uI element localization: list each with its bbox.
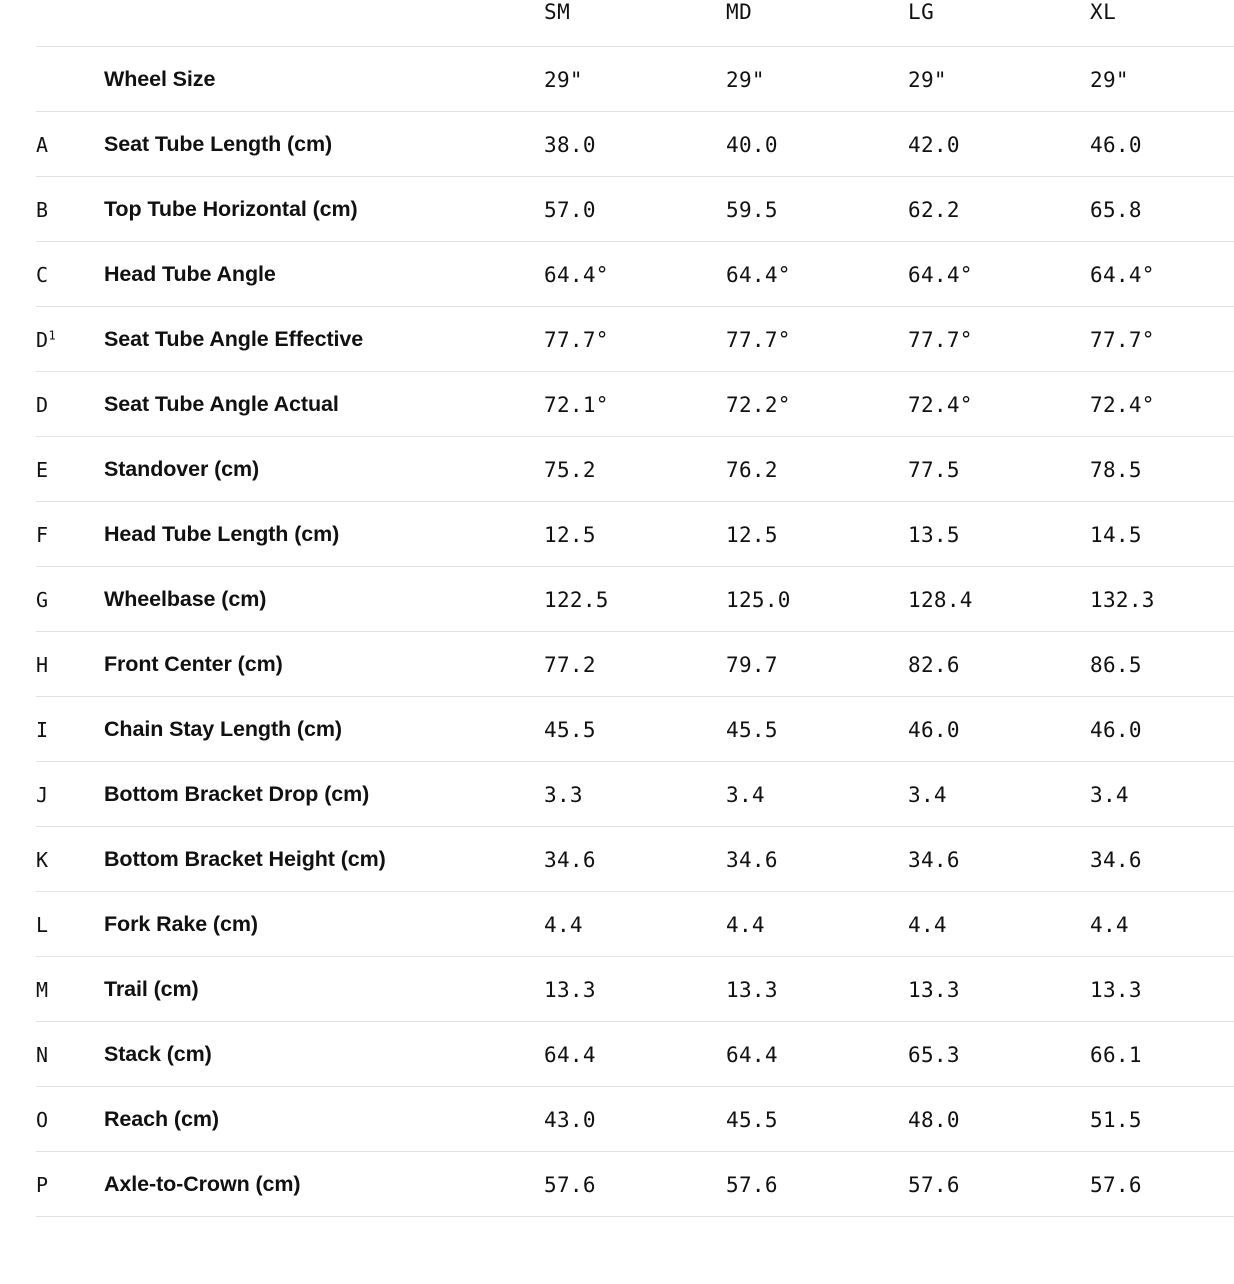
- row-letter: [36, 47, 104, 112]
- cell-md: 59.5: [726, 197, 778, 222]
- cell-xl: 132.3: [1090, 587, 1155, 612]
- column-header-sm: SM: [544, 0, 571, 24]
- cell-sm: 12.5: [544, 522, 596, 547]
- cell-xl: 4.4: [1090, 912, 1129, 937]
- table-row: [36, 372, 1234, 437]
- cell-md: 76.2: [726, 457, 778, 482]
- table-row: [36, 1022, 1234, 1087]
- column-header-md: MD: [726, 0, 753, 24]
- cell-sm: 122.5: [544, 587, 609, 612]
- cell-md: 40.0: [726, 132, 778, 157]
- row-letter: N: [36, 1042, 49, 1067]
- cell-sm: 75.2: [544, 457, 596, 482]
- cell-md: 77.7°: [726, 327, 791, 352]
- cell-sm: 43.0: [544, 1107, 596, 1132]
- cell-lg: 34.6: [908, 847, 960, 872]
- row-label: Bottom Bracket Drop (cm): [104, 782, 370, 806]
- row-label: Standover (cm): [104, 457, 260, 481]
- row-label: Axle-to-Crown (cm): [104, 1172, 301, 1196]
- cell-sm: 3.3: [544, 782, 583, 807]
- cell-md: 64.4: [726, 1042, 778, 1067]
- cell-lg: 65.3: [908, 1042, 960, 1067]
- row-letter: L: [36, 912, 49, 937]
- row-letter: P: [36, 1172, 49, 1197]
- row-letter: A: [36, 132, 49, 157]
- table-row: [36, 112, 1234, 177]
- row-label: Bottom Bracket Height (cm): [104, 847, 386, 871]
- table-row: [36, 177, 1234, 242]
- row-letter: E: [36, 457, 49, 482]
- row-label: Front Center (cm): [104, 652, 283, 676]
- table-row: [36, 762, 1234, 827]
- cell-sm: 72.1°: [544, 392, 609, 417]
- cell-md: 57.6: [726, 1172, 778, 1197]
- cell-xl: 46.0: [1090, 717, 1142, 742]
- row-letter: M: [36, 977, 49, 1002]
- cell-md: 4.4: [726, 912, 765, 937]
- cell-sm: 34.6: [544, 847, 596, 872]
- cell-sm: 45.5: [544, 717, 596, 742]
- cell-lg: 48.0: [908, 1107, 960, 1132]
- cell-lg: 4.4: [908, 912, 947, 937]
- cell-xl: 29": [1090, 67, 1129, 92]
- cell-md: 3.4: [726, 782, 765, 807]
- cell-lg: 77.7°: [908, 327, 973, 352]
- table-row: [36, 632, 1234, 697]
- table-row: [36, 957, 1234, 1022]
- cell-md: 34.6: [726, 847, 778, 872]
- cell-sm: 57.6: [544, 1172, 596, 1197]
- row-label: Seat Tube Angle Effective: [104, 327, 364, 351]
- row-label: Trail (cm): [104, 977, 199, 1001]
- cell-xl: 72.4°: [1090, 392, 1155, 417]
- table-row: [36, 307, 1234, 372]
- cell-lg: 72.4°: [908, 392, 973, 417]
- cell-sm: 64.4: [544, 1042, 596, 1067]
- cell-xl: 46.0: [1090, 132, 1142, 157]
- row-label: Chain Stay Length (cm): [104, 717, 342, 741]
- cell-lg: 62.2: [908, 197, 960, 222]
- row-label: Reach (cm): [104, 1107, 219, 1131]
- table-row: [36, 437, 1234, 502]
- cell-lg: 82.6: [908, 652, 960, 677]
- cell-lg: 3.4: [908, 782, 947, 807]
- table-body: [36, 47, 1234, 1217]
- table-row: [36, 47, 1234, 112]
- cell-lg: 13.5: [908, 522, 960, 547]
- cell-sm: 13.3: [544, 977, 596, 1002]
- row-label: Fork Rake (cm): [104, 912, 258, 936]
- cell-lg: 13.3: [908, 977, 960, 1002]
- cell-xl: 78.5: [1090, 457, 1142, 482]
- row-letter: B: [36, 197, 49, 222]
- cell-xl: 3.4: [1090, 782, 1129, 807]
- row-letter-footnote: 1: [48, 327, 57, 342]
- cell-xl: 77.7°: [1090, 327, 1155, 352]
- row-label: Head Tube Length (cm): [104, 522, 340, 546]
- cell-sm: 29": [544, 67, 583, 92]
- cell-sm: 64.4°: [544, 262, 609, 287]
- row-letter: O: [36, 1107, 49, 1132]
- column-header-letter: [36, 0, 104, 47]
- cell-sm: 38.0: [544, 132, 596, 157]
- column-header-lg: LG: [908, 0, 935, 24]
- table-row: [36, 1152, 1234, 1217]
- geometry-table: [36, 0, 1234, 1217]
- cell-xl: 51.5: [1090, 1107, 1142, 1132]
- row-letter: G: [36, 587, 49, 612]
- row-letter: J: [36, 782, 49, 807]
- cell-sm: 77.7°: [544, 327, 609, 352]
- row-letter: D: [36, 392, 49, 417]
- row-label: Head Tube Angle: [104, 262, 276, 286]
- row-label: Top Tube Horizontal (cm): [104, 197, 358, 221]
- cell-sm: 57.0: [544, 197, 596, 222]
- cell-xl: 13.3: [1090, 977, 1142, 1002]
- row-letter: H: [36, 652, 49, 677]
- table-row: [36, 242, 1234, 307]
- cell-xl: 86.5: [1090, 652, 1142, 677]
- row-letter: I: [36, 717, 49, 742]
- cell-lg: 57.6: [908, 1172, 960, 1197]
- table-row: [36, 892, 1234, 957]
- cell-md: 29": [726, 67, 765, 92]
- row-label: Stack (cm): [104, 1042, 212, 1066]
- cell-md: 12.5: [726, 522, 778, 547]
- table-header: [36, 0, 1234, 47]
- cell-md: 125.0: [726, 587, 791, 612]
- cell-md: 13.3: [726, 977, 778, 1002]
- table-row: [36, 827, 1234, 892]
- table-row: [36, 502, 1234, 567]
- cell-lg: 77.5: [908, 457, 960, 482]
- cell-lg: 42.0: [908, 132, 960, 157]
- cell-sm: 4.4: [544, 912, 583, 937]
- row-letter: K: [36, 847, 49, 872]
- table-row: [36, 1087, 1234, 1152]
- row-letter: C: [36, 262, 49, 287]
- cell-lg: 46.0: [908, 717, 960, 742]
- table-row: [36, 567, 1234, 632]
- row-label: Seat Tube Length (cm): [104, 132, 333, 156]
- cell-xl: 66.1: [1090, 1042, 1142, 1067]
- cell-sm: 77.2: [544, 652, 596, 677]
- cell-xl: 57.6: [1090, 1172, 1142, 1197]
- column-header-xl: XL: [1090, 0, 1117, 24]
- row-label: Wheel Size: [104, 67, 216, 91]
- table-header-row: [36, 0, 1234, 47]
- row-letter: $D^1$: [36, 327, 57, 352]
- cell-lg: 29": [908, 67, 947, 92]
- cell-md: 45.5: [726, 1107, 778, 1132]
- table-row: [36, 697, 1234, 762]
- row-letter: F: [36, 522, 49, 547]
- cell-xl: 64.4°: [1090, 262, 1155, 287]
- cell-md: 64.4°: [726, 262, 791, 287]
- cell-xl: 65.8: [1090, 197, 1142, 222]
- row-label: Wheelbase (cm): [104, 587, 267, 611]
- row-label: Seat Tube Angle Actual: [104, 392, 339, 416]
- cell-xl: 14.5: [1090, 522, 1142, 547]
- cell-md: 45.5: [726, 717, 778, 742]
- cell-xl: 34.6: [1090, 847, 1142, 872]
- cell-md: 72.2°: [726, 392, 791, 417]
- column-header-measurement: [104, 0, 544, 47]
- cell-md: 79.7: [726, 652, 778, 677]
- cell-lg: 64.4°: [908, 262, 973, 287]
- cell-lg: 128.4: [908, 587, 973, 612]
